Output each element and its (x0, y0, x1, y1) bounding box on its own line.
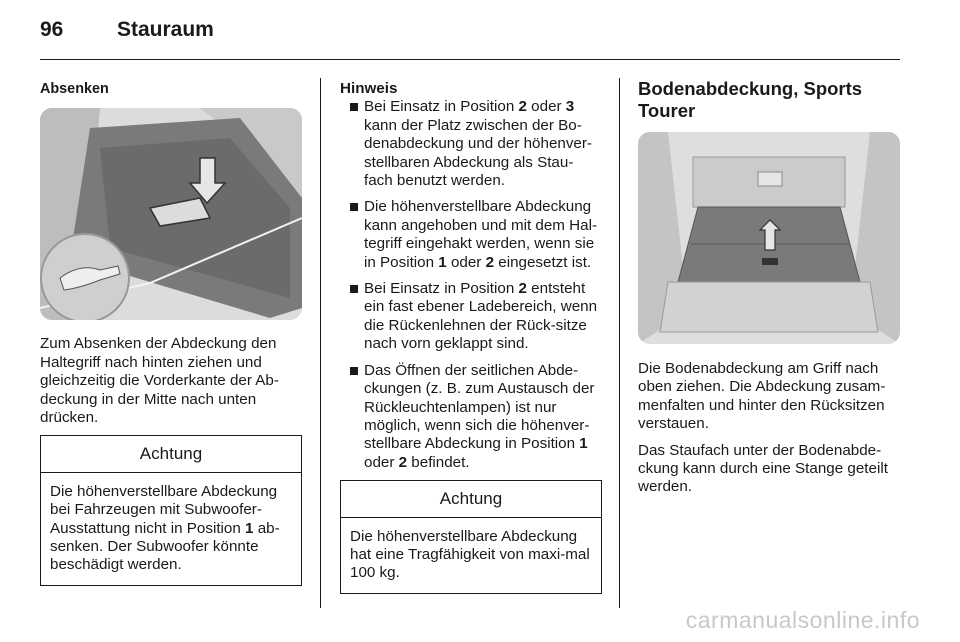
column-middle (340, 78, 602, 594)
warning-text-end: ab-senken. Der Subwoofer könnte beschädigt werden. (50, 519, 280, 574)
hint-bold: 2 (518, 280, 527, 298)
figure-lowering-cover (40, 108, 302, 320)
column-divider-1 (320, 78, 321, 608)
hint-bold: 1 (438, 253, 447, 271)
warning-title: Achtung (341, 481, 601, 517)
paragraph-fold-cover: Die Bodenabdeckung am Griff nach oben ziehen. Die Abdeckung zusam-menfalten und hinter den Rücksitzen verstauen. (638, 360, 886, 433)
hint-text: kann der Platz zwischen der Bo-denabdeckung und der höhenver-stellbaren Abdeckung als Stau-fach benutzt werden. (364, 116, 592, 190)
hint-text: eingesetzt ist. (494, 253, 592, 271)
column-left (40, 78, 302, 586)
warning-box-load (340, 480, 602, 594)
paragraph-storage-divider: Das Staufach unter der Bodenabde-ckung kann durch eine Stange geteilt werden. (638, 441, 888, 496)
warning-title: Achtung (41, 436, 301, 472)
hint-text: oder (526, 98, 566, 116)
hint-label: Hinweis (340, 80, 398, 97)
hint-text: Bei Einsatz in Position (364, 280, 519, 298)
hint-text: entsteht ein fast ebener Ladebereich, wenn die Rückenlehnen der Rück-sitze nach vorn geklappt sind. (364, 280, 598, 353)
hint-text: Bei Einsatz in Position (364, 98, 519, 116)
warning-position-number: 1 (245, 519, 254, 537)
column-divider-2 (619, 78, 620, 608)
hint-list (340, 98, 602, 472)
hint-text: Das Öffnen der seitlichen Abde-ckungen (z. B. zum Austausch der Rückleuchtenlampen) ist nur möglich, wenn sich die höhenver-stellbare Abdeckung in Position (364, 361, 595, 453)
hint-bold: 2 (398, 453, 408, 471)
warning-body: Die höhenverstellbare Abdeckung hat eine Tragfähigkeit von maxi-mal 100 kg. (350, 527, 590, 582)
hint-bold: 3 (565, 98, 575, 116)
hint-item (340, 98, 602, 190)
figure-floor-cover (638, 132, 900, 344)
hint-text: befindet. (407, 453, 470, 471)
warning-body (41, 473, 301, 585)
hint-item (340, 362, 602, 472)
hint-text: oder (446, 253, 486, 271)
hint-bold: 2 (485, 253, 495, 271)
column-right (638, 78, 900, 505)
hint-bold: 1 (579, 435, 588, 453)
warning-text: Die höhenverstellbare Abdeckung bei Fahrzeugen mit Subwoofer-Ausstattung nicht in Position (50, 482, 278, 537)
hint-text: oder (364, 453, 399, 471)
warning-box-subwoofer (40, 435, 302, 585)
lowering-cover-illustration (40, 108, 302, 320)
paragraph-lowering: Zum Absenken der Abdeckung den Haltegriff nach hinten ziehen und gleichzeitig die Vorderkante der Ab-deckung in der Mitte nach unten drücken. (40, 335, 279, 427)
floor-cover-illustration (638, 132, 900, 344)
hint-item (340, 198, 602, 272)
hint-item (340, 280, 602, 354)
page-number: 96 (40, 18, 64, 41)
hint-text: Die höhenverstellbare Abdeckung kann angehoben und mit dem Hal-tegriff eingehakt werden, wenn sie in Position (364, 198, 598, 271)
hint-bold: 2 (518, 98, 527, 116)
watermark: carmanualsonline.info (685, 607, 920, 633)
subheading-absenken: Absenken (40, 81, 109, 97)
page-title: Stauraum (117, 18, 214, 41)
section-heading: Bodenabdeckung, Sports Tourer (638, 78, 863, 121)
header-rule (40, 59, 900, 60)
